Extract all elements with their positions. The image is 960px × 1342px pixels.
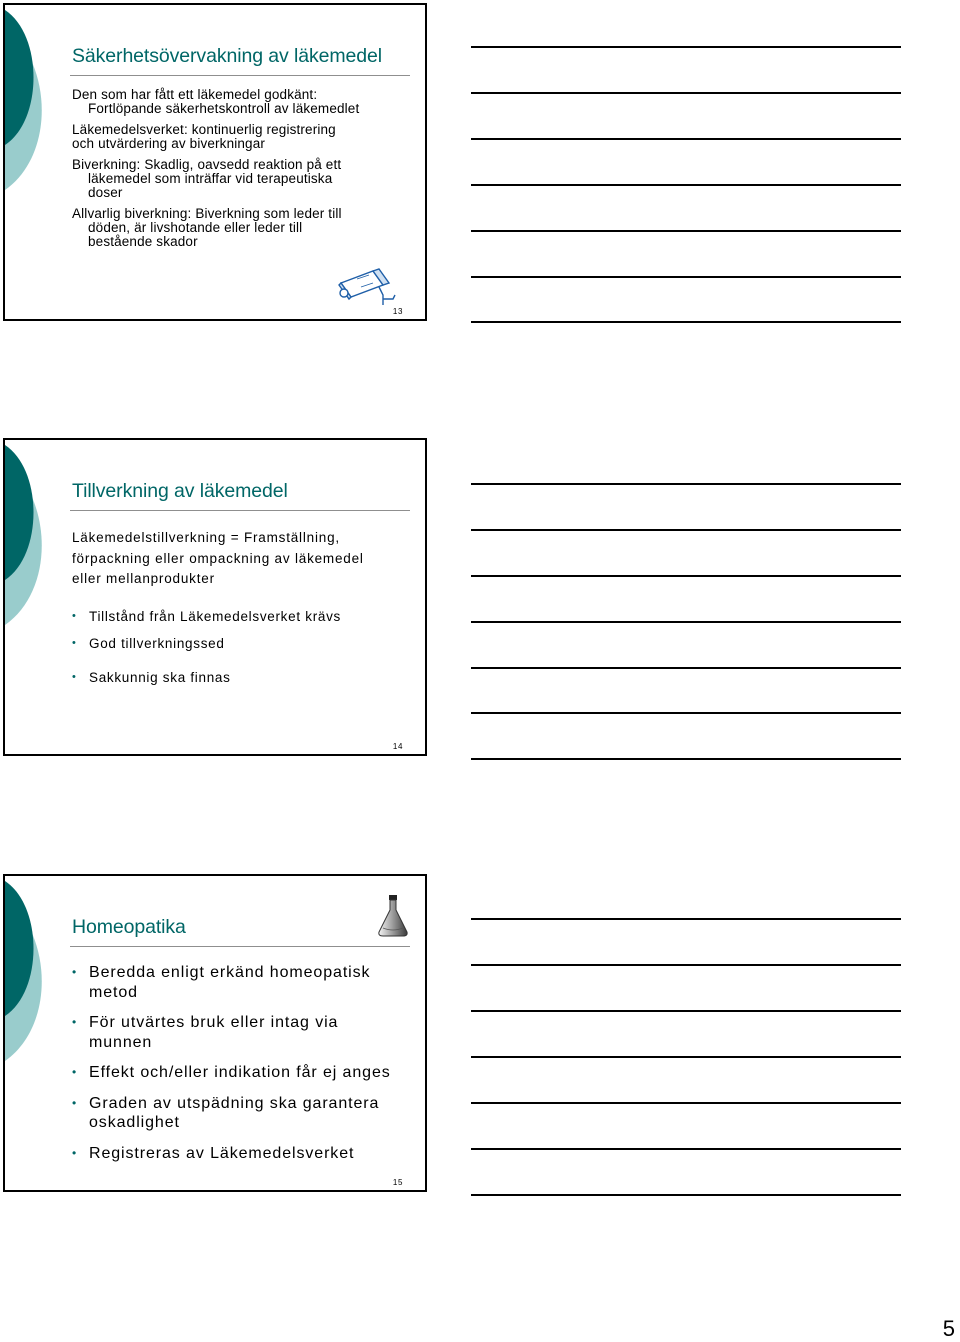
list-item: • Effekt och/eller indikation får ej anges bbox=[72, 1064, 391, 1081]
definition-text: Läkemedelstillverkning = Framställning, förpackning eller ompackning av läkemedel eller mellanprodukter bbox=[72, 530, 364, 586]
slide-number: 15 bbox=[392, 1178, 403, 1187]
notes-line bbox=[471, 758, 901, 760]
slide-decoration bbox=[5, 440, 65, 756]
list-item: • För utvärtes bruk eller intag via munnen bbox=[72, 1014, 339, 1051]
list-item: • Sakkunnig ska finnas bbox=[72, 669, 231, 685]
slide-decoration bbox=[5, 5, 65, 321]
list-item: • Tillstånd från Läkemedelsverket krävs bbox=[72, 608, 341, 624]
paragraph: Läkemedelsverket: kontinuerlig registrering och utvärdering av biverkningar bbox=[72, 122, 336, 151]
security-camera-icon bbox=[333, 265, 405, 309]
slide-body bbox=[72, 88, 422, 256]
paragraph: Allvarlig biverkning: Biverkning som leder till döden, är livshotande eller leder till bestående skador bbox=[72, 206, 342, 249]
slide-15 bbox=[3, 874, 427, 1192]
bullet-list bbox=[72, 608, 422, 686]
title-rule bbox=[70, 75, 410, 76]
notes-line bbox=[471, 321, 901, 323]
slide-number: 14 bbox=[392, 742, 403, 751]
notes-line bbox=[471, 46, 901, 48]
slide-decoration bbox=[5, 876, 65, 1192]
slide-14 bbox=[3, 438, 427, 756]
title-rule bbox=[70, 946, 410, 947]
notes-line bbox=[471, 138, 901, 140]
flask-icon bbox=[375, 894, 411, 938]
bullet-icon: • bbox=[72, 965, 78, 979]
bullet-icon: • bbox=[72, 1145, 78, 1160]
title-rule bbox=[70, 510, 410, 511]
notes-line bbox=[471, 964, 901, 966]
notes-line bbox=[471, 529, 901, 531]
list-item: • God tillverkningssed bbox=[72, 635, 225, 651]
slide-body bbox=[72, 528, 422, 686]
notes-line bbox=[471, 483, 901, 485]
notes-line bbox=[471, 1056, 901, 1058]
notes-line bbox=[471, 184, 901, 186]
paragraph: Biverkning: Skadlig, oavsedd reaktion på ett läkemedel som inträffar vid terapeutiska doser bbox=[72, 157, 342, 200]
bullet-icon: • bbox=[72, 609, 77, 622]
notes-line bbox=[471, 92, 901, 94]
notes-line bbox=[471, 667, 901, 669]
list-item: • Beredda enligt erkänd homeopatisk metod bbox=[72, 964, 371, 1001]
slide-title: Homeopatika bbox=[72, 916, 186, 938]
bullet-icon: • bbox=[72, 636, 77, 649]
list-item: • Graden av utspädning ska garantera oskadlighet bbox=[72, 1094, 380, 1131]
notes-line bbox=[471, 276, 901, 278]
slide-body bbox=[72, 963, 422, 1163]
notes-line bbox=[471, 712, 901, 714]
slide-title: Säkerhetsövervakning av läkemedel bbox=[72, 45, 382, 67]
bullet-icon: • bbox=[72, 1065, 78, 1079]
slide-13 bbox=[3, 3, 427, 321]
bullet-icon: • bbox=[72, 670, 77, 683]
notes-line bbox=[471, 1102, 901, 1104]
bullet-icon: • bbox=[72, 1095, 78, 1110]
notes-line bbox=[471, 575, 901, 577]
bullet-list bbox=[72, 963, 422, 1163]
slide-number: 13 bbox=[392, 307, 403, 316]
notes-line bbox=[471, 230, 901, 232]
slide-title: Tillverkning av läkemedel bbox=[72, 480, 288, 502]
bullet-icon: • bbox=[72, 1015, 78, 1029]
paragraph: Den som har fått ett läkemedel godkänt: Fortlöpande säkerhetskontroll av läkemedlet bbox=[72, 87, 360, 116]
notes-line bbox=[471, 1010, 901, 1012]
notes-line bbox=[471, 918, 901, 920]
notes-line bbox=[471, 621, 901, 623]
notes-line bbox=[471, 1148, 901, 1150]
notes-line bbox=[471, 1194, 901, 1196]
list-item: • Registreras av Läkemedelsverket bbox=[72, 1144, 355, 1162]
page-number: 5 bbox=[942, 1316, 955, 1341]
